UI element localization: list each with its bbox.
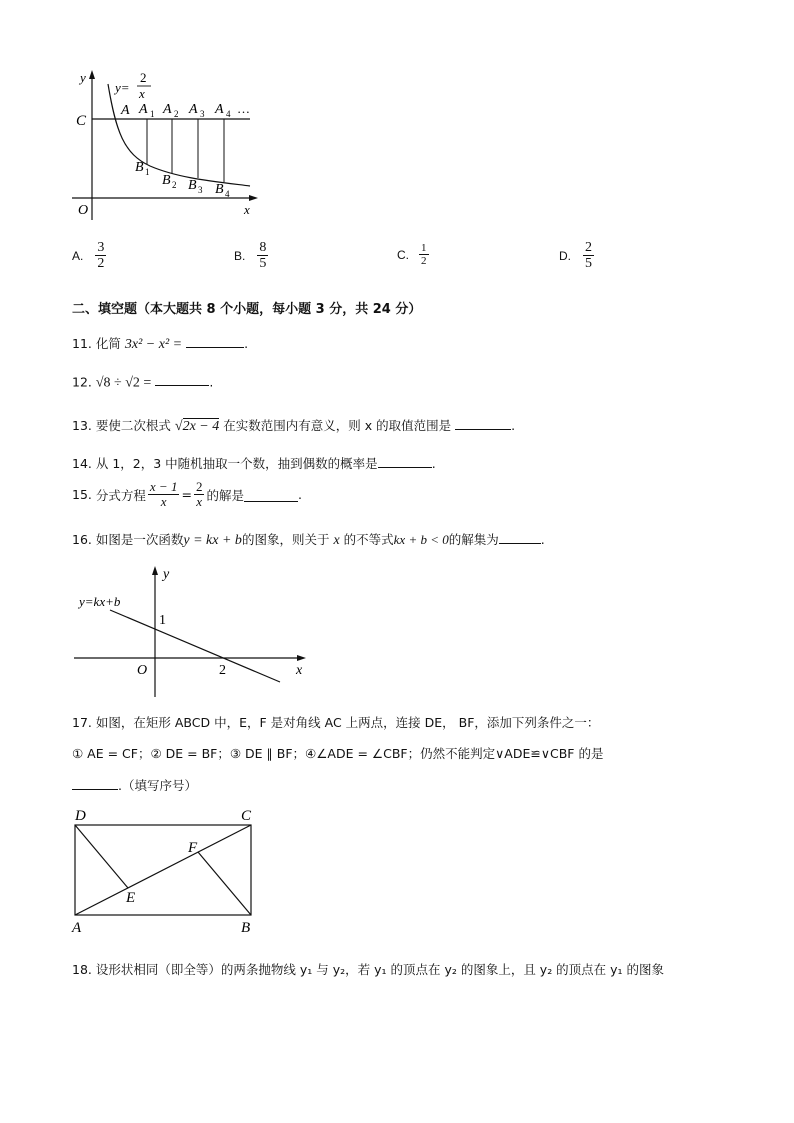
label-function: y=kx+b bbox=[79, 594, 121, 609]
q14-number: 14. bbox=[72, 456, 92, 471]
q13-answer-blank[interactable] bbox=[455, 418, 511, 430]
q16-inequality: kx + b < 0 bbox=[393, 532, 449, 547]
q16-var: x bbox=[333, 533, 340, 548]
q14-period: . bbox=[431, 456, 436, 471]
q15-equals: = bbox=[181, 487, 192, 503]
label-a3-sub: 3 bbox=[200, 109, 205, 119]
q16-function: y = kx + b bbox=[183, 533, 242, 548]
q16-pre: 如图是一次函数 bbox=[95, 532, 184, 547]
q11-answer-blank[interactable] bbox=[186, 336, 244, 348]
option-c-num: 1 bbox=[421, 242, 427, 254]
label-c: C bbox=[76, 113, 87, 129]
question-14 bbox=[72, 454, 436, 472]
q15-pre: 分式方程 bbox=[95, 487, 146, 503]
label-o: O bbox=[78, 203, 89, 218]
q15-answer-blank[interactable] bbox=[244, 487, 298, 502]
option-b[interactable] bbox=[234, 240, 268, 272]
label-b1: B bbox=[135, 160, 144, 175]
q12-period: . bbox=[209, 374, 214, 390]
option-d-num: 2 bbox=[585, 240, 592, 255]
question-16 bbox=[72, 530, 545, 549]
label-a4: A bbox=[215, 102, 224, 117]
diagonal-ac bbox=[75, 825, 251, 915]
option-c-letter: C. bbox=[397, 247, 409, 262]
q16-number: 16. bbox=[72, 532, 92, 547]
q12-answer-blank[interactable] bbox=[155, 374, 209, 386]
q15-right-den: x bbox=[196, 494, 203, 510]
label-a1-sub: 1 bbox=[150, 109, 155, 119]
option-d-letter: D. bbox=[559, 248, 571, 263]
y-axis-arrow bbox=[89, 70, 95, 79]
q16-mid2: 的不等式 bbox=[343, 532, 394, 547]
q18-number: 18. bbox=[72, 962, 92, 977]
q17-number: 17. bbox=[72, 715, 92, 730]
label-x: x bbox=[296, 663, 303, 678]
option-a-den: 2 bbox=[97, 256, 105, 272]
label-y: y bbox=[163, 567, 170, 582]
option-b-den: 5 bbox=[259, 256, 267, 272]
label-c: C bbox=[241, 808, 252, 824]
q15-left-num: x − 1 bbox=[149, 479, 178, 494]
label-d: D bbox=[75, 808, 86, 824]
label-b2: B bbox=[162, 173, 171, 188]
x-axis-arrow bbox=[297, 655, 306, 661]
q14-text: 从 1，2，3 中随机抽取一个数，抽到偶数的概率是 bbox=[95, 456, 378, 471]
q12-number: 12. bbox=[72, 374, 92, 390]
question-17-line3 bbox=[72, 776, 197, 794]
label-b3-sub: 3 bbox=[198, 185, 203, 195]
line-kx-plus-b bbox=[110, 610, 280, 682]
q13-post: 在实数范围内有意义，则 x 的取值范围是 bbox=[223, 418, 452, 433]
option-c[interactable] bbox=[397, 242, 429, 267]
q11-expression: 3x² − x² = bbox=[124, 337, 183, 352]
option-b-num: 8 bbox=[259, 240, 267, 255]
q17-answer-blank[interactable] bbox=[72, 778, 118, 790]
q16-answer-blank[interactable] bbox=[499, 532, 541, 544]
label-dots: … bbox=[237, 101, 250, 116]
option-a-num: 3 bbox=[97, 240, 105, 255]
label-a2: A bbox=[163, 102, 172, 117]
option-c-den: 2 bbox=[421, 255, 427, 268]
option-b-letter: B. bbox=[234, 248, 246, 263]
q17-text-3: .（填写序号） bbox=[118, 778, 197, 793]
question-17-line2: ① AE = CF；② DE = BF；③ DE ∥ BF；④∠ADE = ∠CBF；仍然不能判定∨ADE≌∨CBF 的是 bbox=[72, 746, 604, 761]
label-x: x bbox=[244, 202, 250, 217]
question-17-line1 bbox=[72, 713, 599, 731]
q16-mid: 的图象，则关于 bbox=[241, 532, 330, 547]
label-a4-sub: 4 bbox=[226, 109, 231, 119]
options-row bbox=[72, 240, 712, 280]
segment-bf bbox=[198, 852, 251, 915]
label-func-num: 2 bbox=[140, 70, 147, 85]
option-d-den: 5 bbox=[585, 256, 592, 272]
question-15 bbox=[72, 480, 302, 510]
label-f: F bbox=[188, 840, 198, 856]
q16-period: . bbox=[540, 532, 545, 547]
option-c-fraction bbox=[419, 242, 429, 267]
label-b3: B bbox=[188, 178, 197, 193]
label-y: y bbox=[80, 70, 86, 85]
q13-pre: 要使二次根式 bbox=[95, 418, 171, 433]
figure-rectangle bbox=[66, 804, 266, 938]
q15-right-num: 2 bbox=[195, 479, 203, 494]
label-b4-sub: 4 bbox=[225, 189, 230, 199]
question-13 bbox=[72, 416, 515, 435]
q15-right-fraction bbox=[194, 480, 205, 510]
label-a: A bbox=[121, 103, 130, 118]
q12-expression: √8 ÷ √2 = bbox=[95, 375, 152, 391]
label-func-prefix: y= bbox=[115, 80, 130, 95]
label-1: 1 bbox=[159, 613, 166, 628]
option-b-fraction bbox=[257, 240, 268, 272]
segment-de bbox=[75, 825, 128, 888]
label-2: 2 bbox=[219, 663, 226, 678]
q15-left-den: x bbox=[160, 494, 167, 510]
label-b4: B bbox=[215, 182, 224, 197]
figure-linear-function bbox=[70, 562, 315, 700]
q14-answer-blank[interactable] bbox=[378, 456, 432, 468]
q15-left-fraction bbox=[148, 480, 180, 510]
label-a3: A bbox=[189, 102, 198, 117]
q13-radical: √2x − 4 bbox=[174, 419, 220, 434]
label-func-den: x bbox=[139, 86, 145, 101]
label-a1: A bbox=[139, 102, 148, 117]
q13-radicand: 2x − 4 bbox=[182, 419, 220, 434]
label-e: E bbox=[126, 890, 136, 906]
q15-period: . bbox=[297, 487, 302, 503]
label-b: B bbox=[241, 920, 251, 936]
q18-text: 设形状相同（即全等）的两条抛物线 y₁ 与 y₂，若 y₁ 的顶点在 y₂ 的图象上，且 y₂ 的顶点在 y₁ 的图象 bbox=[95, 962, 665, 977]
option-a-fraction bbox=[95, 240, 106, 272]
hyperbola-curve bbox=[108, 84, 250, 186]
q17-text-1: 如图，在矩形 ABCD 中，E，F 是对角线 AC 上两点，连接 DE， BF，添加下列条件之一： bbox=[95, 715, 600, 730]
q13-period: . bbox=[511, 418, 516, 433]
section-heading: 二、填空题（本大题共 8 个小题，每小题 3 分，共 24 分） bbox=[72, 302, 422, 317]
q16-post: 的解集为 bbox=[448, 532, 499, 547]
label-b1-sub: 1 bbox=[145, 167, 150, 177]
option-a-letter: A. bbox=[72, 248, 84, 263]
option-a[interactable] bbox=[72, 240, 106, 272]
question-12 bbox=[72, 374, 213, 391]
label-a: A bbox=[72, 920, 82, 936]
q11-period: . bbox=[244, 336, 249, 351]
question-18 bbox=[72, 960, 664, 978]
label-a2-sub: 2 bbox=[174, 109, 179, 119]
y-axis-arrow bbox=[152, 566, 158, 575]
x-axis-arrow bbox=[249, 195, 258, 201]
question-11 bbox=[72, 334, 248, 353]
q13-number: 13. bbox=[72, 418, 92, 433]
option-d[interactable] bbox=[559, 240, 594, 272]
q15-post: 的解是 bbox=[206, 487, 244, 503]
q15-number: 15. bbox=[72, 487, 92, 503]
label-b2-sub: 2 bbox=[172, 180, 177, 190]
label-o: O bbox=[137, 663, 148, 678]
q11-text: 化简 bbox=[95, 336, 121, 351]
q11-number: 11. bbox=[72, 336, 92, 351]
option-d-fraction bbox=[583, 240, 594, 272]
figure-hyperbola bbox=[60, 62, 270, 222]
